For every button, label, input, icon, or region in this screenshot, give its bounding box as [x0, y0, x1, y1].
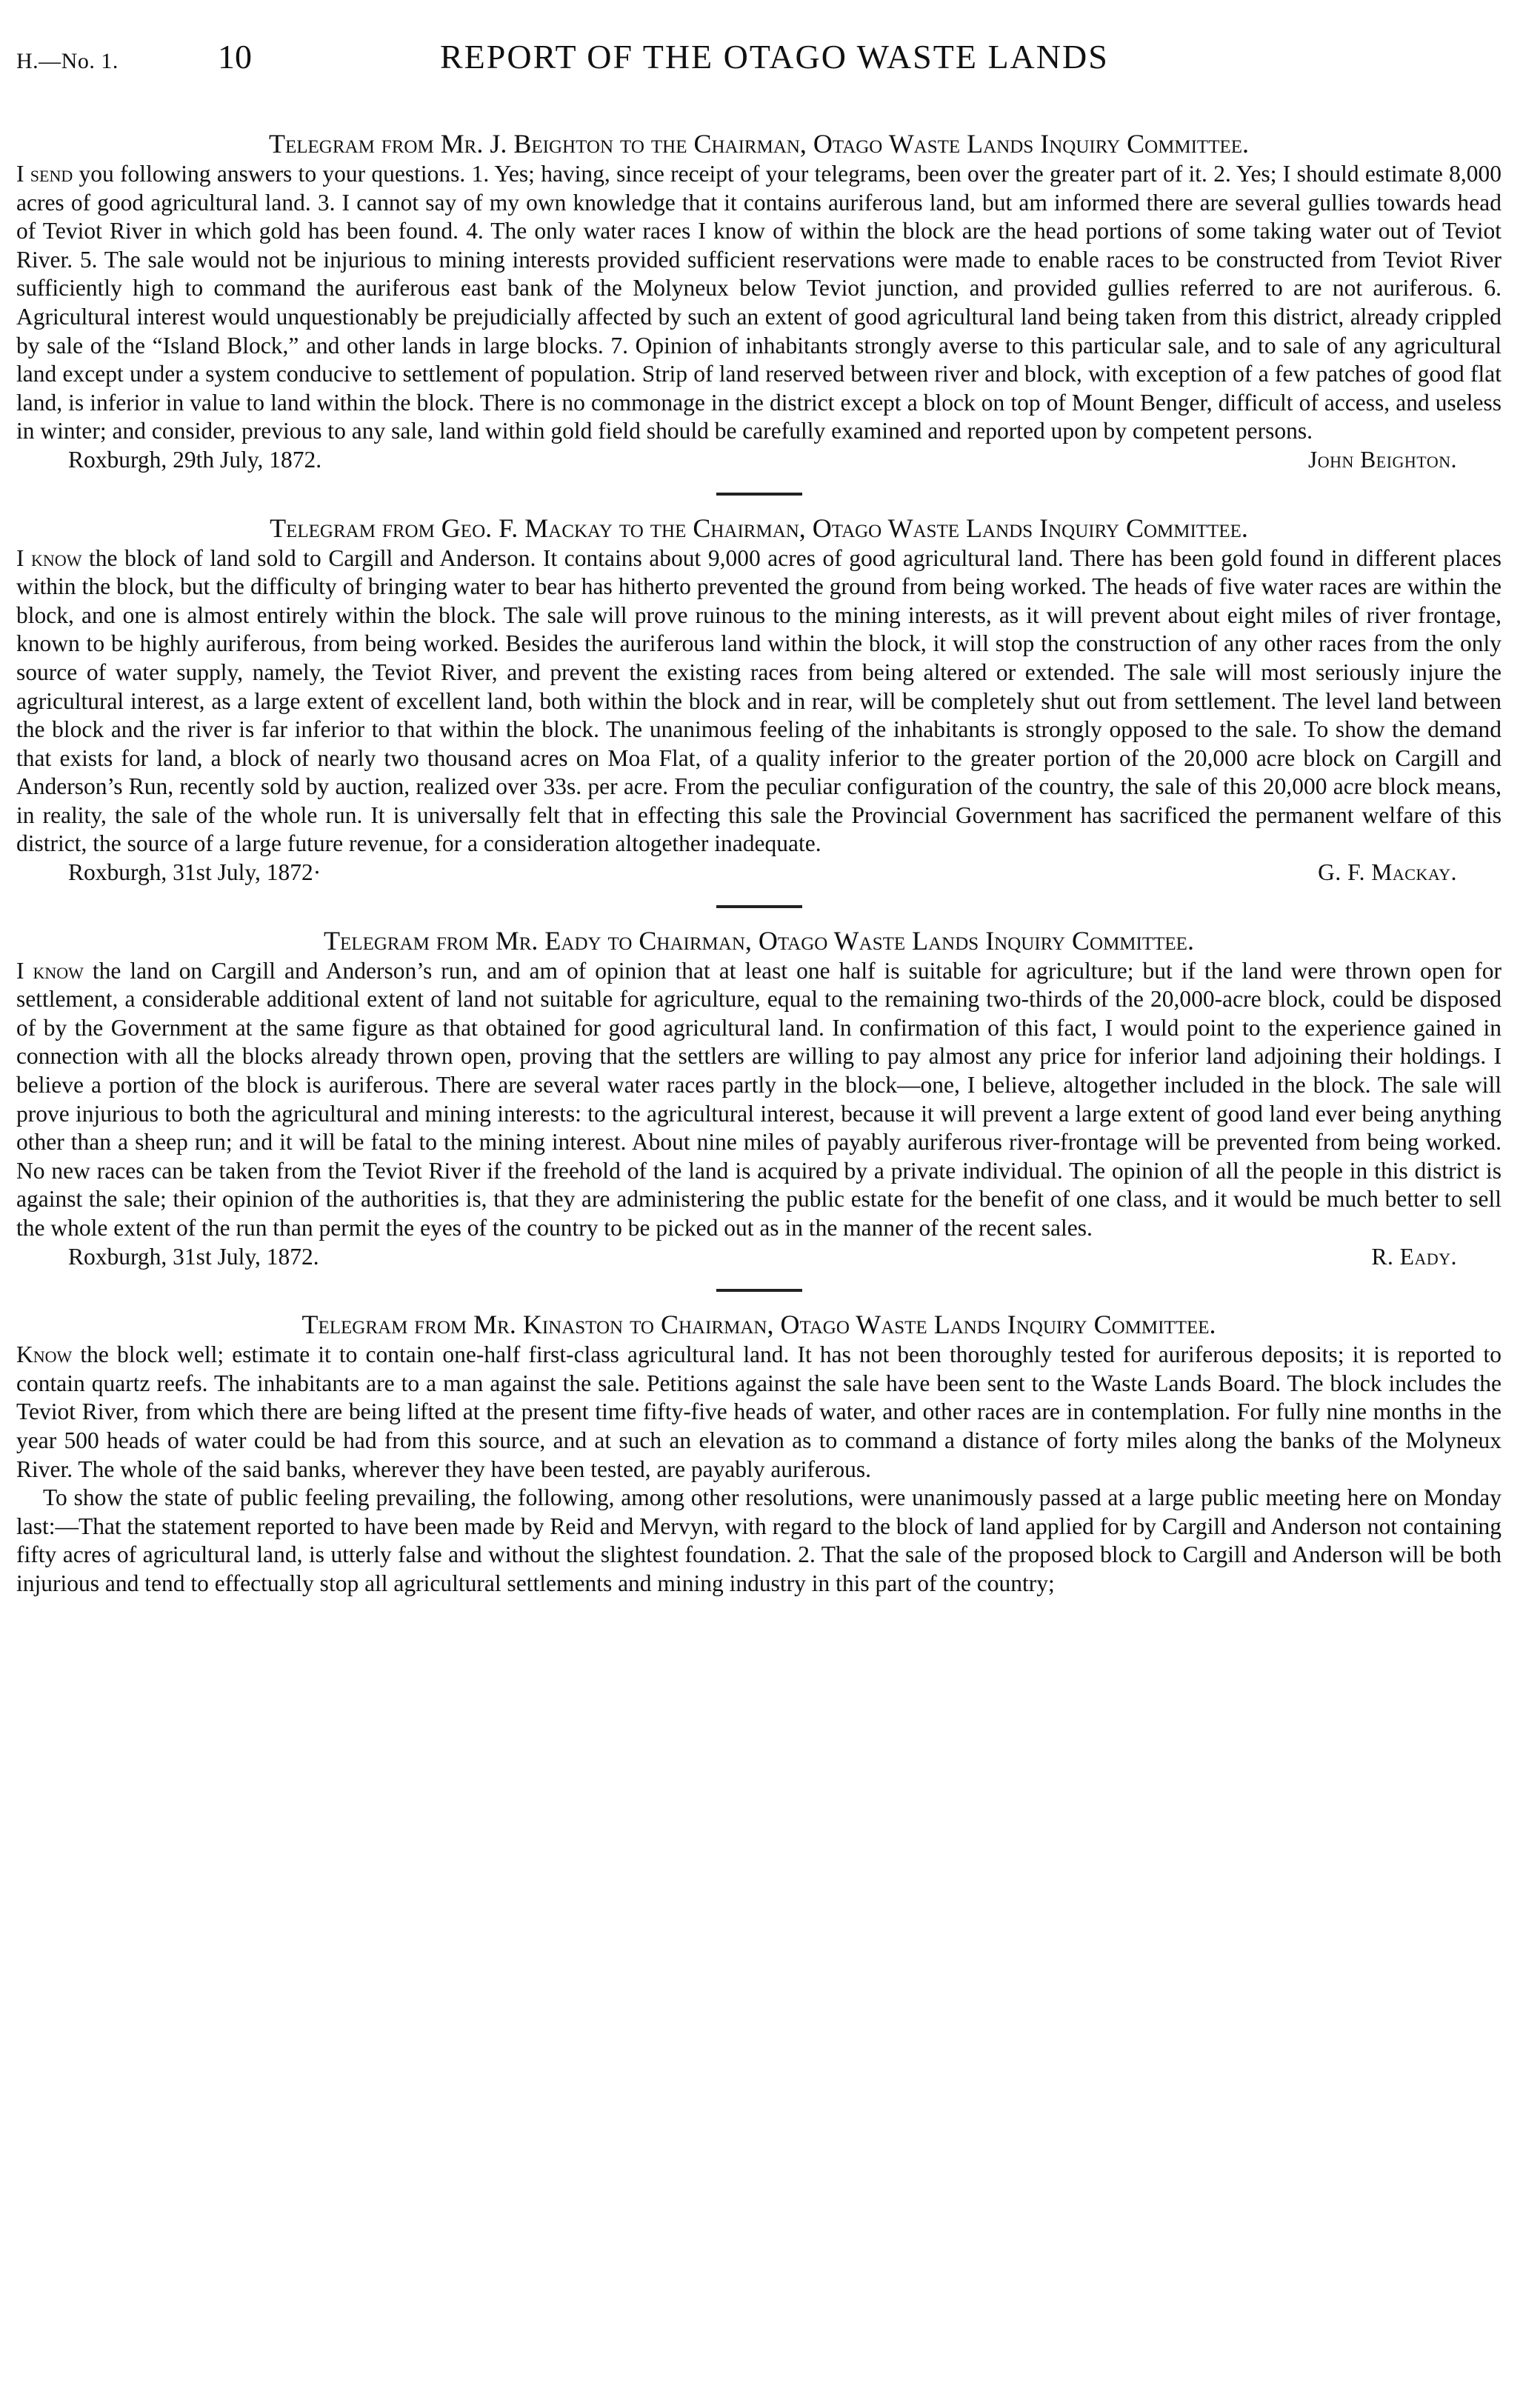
page-number: 10 — [218, 38, 252, 76]
telegram-text: the land on Cargill and Anderson’s run, and am of opinion that at least one half is suitable for agriculture; but if the land were thrown open for settlement, a considerable additional extent of land not suitable for agriculture, equal to the remaining two-thirds of the 20,000-acre block, could be disposed of by the Government at the same figure as that obtained for good agricultural land. In confirmation of this fact, I would point to the experience gained in connection with all the blocks already thrown open, proving that the settlers are willing to pay almost any price for inferior land adjoining their holdings. I believe a portion of the block is auriferous. There are several water races partly in the block—one, I believe, altogether included in the block. The sale will prove injurious to both the agricultural and mining interests: to the agricultural interest, because it will prevent a large extent of good land ever being anything other than a sheep run; and it will be fatal to the mining interest. About nine miles of payably auriferous river-frontage will be prevented from being worked. No new races can be taken from the Teviot River if the freehold of the land is acquired by a private individual. The opinion of all the people in this district is against the sale; their opinion of the authorities is, that they are administering the public estate for the benefit of one class, and it would be much better to sell the whole extent of the run than permit the eyes of the country to be picked out as in the manner of the recent sales. — [16, 957, 1502, 1241]
page-header — [16, 37, 1501, 96]
telegram-first-words: Know — [16, 1341, 73, 1368]
telegram-first-words: I know — [16, 544, 82, 571]
telegram-text: you following answers to your questions. 1. Yes; having, since receipt of your telegrams, been over the greater part of it. 2. Yes; I should estimate 8,000 acres of good agricultural land. 3. I cannot say of my own knowledge that it contains auriferous land, but am informed there are several gullies towards head of Teviot River in which gold has been found. 4. The only water races I know of within the block are the head portions of some taking water out of Teviot River. 5. The sale would not be injurious to mining interests provided sufficient reservations were made to enable races to be constructed from Teviot River sufficiently high to command the auriferous east bank of the Molyneux below Teviot junction, and provided gullies referred to are not auriferous. 6. Agricultural interest would unquestionably be prejudicially affected by such an extent of good agricultural land being taken from this district, already crippled by sale of the “Island Block,” and other lands in large blocks. 7. Opinion of inhabitants strongly averse to this particular sale, and to sale of any agricultural land except under a system conducive to settlement of population. Strip of land reserved between river and block, with exception of a few patches of good flat land, is inferior in value to land within the block. There is no commonage in the district except a block on top of Mount Benger, difficult of access, and useless in winter; and consider, previous to any sale, land within gold field should be carefully examined and reported upon by competent persons. — [16, 161, 1502, 444]
telegram-title: Telegram from Mr. J. Beighton to the Chairman, Otago Waste Lands Inquiry Committee. — [268, 129, 1250, 159]
telegram-title: Telegram from Geo. F. Mackay to the Chairman, Otago Waste Lands Inquiry Committee. — [270, 513, 1248, 543]
telegram-signoff — [16, 446, 1501, 475]
telegram-text: the block well; estimate it to contain one-half first-class agricultural land. It has not been thoroughly tested for auriferous deposits; it is reported to contain quartz reefs. The inhabitants are to a man against the sale. Petitions against the sale have been sent to the Waste Lands Board. The block includes the Teviot River, from which there are being lifted at the present time fifty-five heads of water, and other races are in contemplation. For fully nine months in the year 500 heads of water could be had from this source, and at such an elevation as to command a distance of forty miles along the banks of the Molyneux River. The whole of the said banks, wherever they have been tested, are payably auriferous. — [16, 1341, 1502, 1482]
telegram-eady — [16, 926, 1501, 1272]
telegram-title: Telegram from Mr. Eady to Chairman, Otago Waste Lands Inquiry Committee. — [324, 925, 1194, 956]
signer: R. Eady. — [1371, 1243, 1457, 1270]
telegram-first-words: I send — [16, 161, 73, 187]
telegram-body — [16, 544, 1501, 859]
telegram-body — [16, 957, 1501, 1243]
telegram-signoff — [16, 1243, 1501, 1272]
telegram-first-words: I know — [16, 957, 84, 984]
telegram-mackay — [16, 513, 1501, 887]
place-date: Roxburgh, 29th July, 1872. — [68, 446, 322, 473]
section-divider — [716, 493, 802, 496]
telegram-body — [16, 1341, 1501, 1484]
place-date: Roxburgh, 31st July, 1872. — [68, 1243, 319, 1270]
running-title: REPORT OF THE OTAGO WASTE LANDS — [440, 38, 1109, 76]
signer: John Beighton. — [1307, 446, 1457, 473]
telegram-title: Telegram from Mr. Kinaston to Chairman, Otago Waste Lands Inquiry Committee. — [301, 1310, 1216, 1340]
signer: G. F. Mackay. — [1318, 859, 1457, 886]
section-divider — [716, 905, 802, 908]
series-number: H.—No. 1. — [16, 49, 119, 73]
telegram-paragraph: To show the state of public feeling prevailing, the following, among other resolutions, were unanimously passed at a large public meeting here on Monday last:—That the statement reported to have been made by Reid and Mervyn, with regard to the block of land applied for by Cargill and Anderson not containing fifty acres of agricultural land, is utterly false and without the slightest foundation. 2. That the sale of the proposed block to Cargill and Anderson will be both injurious and tend to effectually stop all agricultural settlements and mining industry in this part of the country; — [16, 1484, 1501, 1596]
telegram-beighton — [16, 129, 1501, 475]
telegram-signoff — [16, 859, 1501, 887]
telegram-text: the block of land sold to Cargill and Anderson. It contains about 9,000 acres of good agricultural land. There has been gold found in different places within the block, but the difficulty of bringing water to bear has hitherto prevented the ground from being worked. The heads of five water races are within the block, and one is almost entirely within the block. The sale will prove ruinous to the mining interests, as it will prevent about eight miles of river frontage, known to be highly auriferous, from being worked. Besides the auriferous land within the block, it will stop the construction of any other races from the only source of water supply, namely, the Teviot River, and prevent the existing races from being altered or extended. The sale will most seriously injure the agricultural interest, as a large extent of excellent land, both within the block and in rear, will be completely shut out from settlement. The level land between the block and the river is far inferior to that within the block. The unanimous feeling of the inhabitants is strongly opposed to the sale. To show the demand that exists for land, a block of nearly two thousand acres on Moa Flat, of a quality inferior to the greater portion of the 20,000 acre block on Cargill and Anderson’s Run, recently sold by auction, realized over 33s. per acre. From the peculiar configuration of the country, the sale of this 20,000 acre block means, in reality, the sale of the whole run. It is universally felt that in effecting this sale the Provincial Government has sacrificed the permanent welfare of this district, the source of a large future revenue, for a consideration altogether inadequate. — [16, 544, 1502, 857]
section-divider — [716, 1289, 802, 1292]
telegram-body — [16, 160, 1501, 446]
telegram-kinaston — [16, 1310, 1501, 1598]
place-date: Roxburgh, 31st July, 1872· — [68, 859, 321, 886]
